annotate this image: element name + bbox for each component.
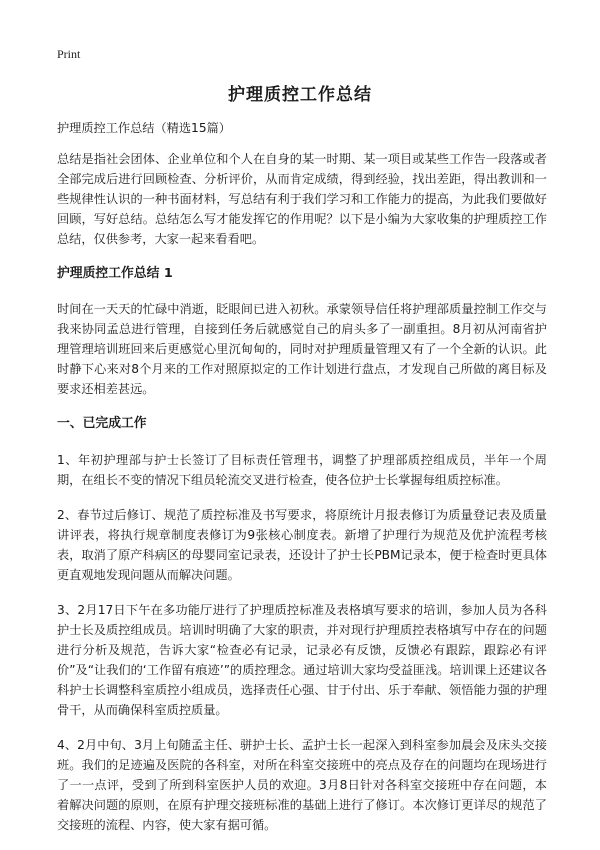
section-heading: 一、已完成工作 <box>57 416 147 431</box>
article-heading: 护理质控工作总结 1 <box>57 266 173 281</box>
item-paragraph: 1、年初护理部与护士长签订了目标责任管理书，调整了护理部质控组成员，半年一个周期，在组长不变的情况下组员轮流交叉进行检查，使各位护士长掌握每组质控标准。 <box>57 453 547 487</box>
intro-paragraph: 总结是指社会团体、企业单位和个人在自身的某一时期、某一项目或某些工作告一段落或者全部完成后进行回顾检查、分析评价，从而肯定成绩，得到经验，找出差距，得出教训和一些规律性认识的一种书面材料，写总结有利于我们学习和工作能力的提高，为此我们要做好回顾，写好总结。总结怎么写才能发挥它的作用呢？以下是小编为大家收集的护理质控工作总结，仅供参考，大家一起来看看吧。 <box>57 152 547 246</box>
item-paragraph: 3、2月17日下午在多功能厅进行了护理质控标准及表格填写要求的培训，参加人员为各科护士长及质控组成员。培训时明确了大家的职责，并对现行护理质控表格填写中存在的问题进行分析及规范，告诉大家“检查必有记录，记录必有反馈，反馈必有跟踪，跟踪必有评价”及“让我们的‘工作留有痕迹’”的质控理念。通过培训大家均受益匪浅。培训课上还建议各科护士长调整科室质控小组成员，选择责任心强、甘于付出、乐于奉献、领悟能力强的护理骨干，从而确保科室质控质量。 <box>57 603 547 717</box>
page-title: 护理质控工作总结 <box>228 85 372 105</box>
item-paragraph: 4、2月中旬、3月上旬随孟主任、骈护士长、孟护士长一起深入到科室参加晨会及床头交接班。我们的足迹遍及医院的各科室，对所在科室交接班中的亮点及存在的问题均在现场进行了一一点评，受到了所到科室医护人员的欢迎。3月8日针对各科室交接班中存在问题，本着解决问题的原则，在原有护理交接班标准的基础上进行了修订。本次修订更详尽的规范了交接班的流程、内容，使大家有据可循。 <box>57 738 547 832</box>
print-link[interactable]: Print <box>57 47 81 61</box>
document-subtitle: 护理质控工作总结（精选15篇） <box>57 121 231 135</box>
item-paragraph: 2、春节过后修订、规范了质控标准及书写要求，将原统计月报表修订为质量登记表及质量讲评表，将执行规章制度表修订为9张核心制度表。新增了护理行为规范及优护流程考核表，取消了原产科病区的母婴同室记录表，还设计了护士长PBM记录本，便于检查时更具体更直观地发现问题从而解决问题。 <box>57 508 547 582</box>
document-body <box>57 118 547 850</box>
article-intro-paragraph: 时间在一天天的忙碌中消逝，眨眼间已进入初秋。承蒙领导信任将护理部质量控制工作交与我来协同孟总进行管理，自接到任务后就感觉自己的肩头多了一副重担。8月初从河南省护理管理培训班回来后更感觉心里沉甸甸的，同时对护理质量管理又有了一个全新的认识。此时静下心来对8个月来的工作对照原拟定的工作计划进行盘点，才发现自己所做的离目标及要求还相差甚远。 <box>57 302 547 396</box>
